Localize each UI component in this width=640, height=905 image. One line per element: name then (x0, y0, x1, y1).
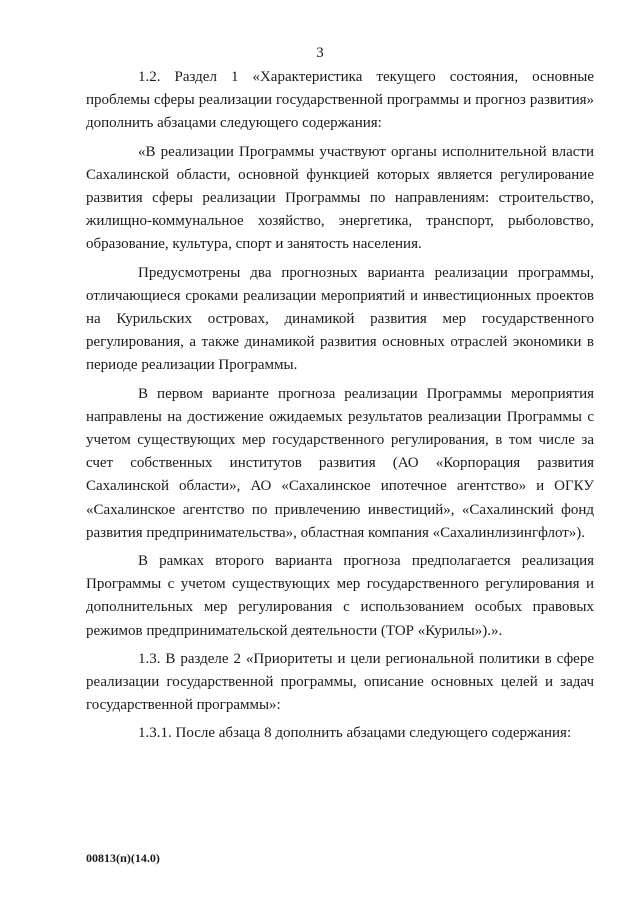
paragraph-first-variant: В первом варианте прогноза реализации Программы мероприятия направлены на достижение ожидаемых результатов реализации Программы с учетом существующих мер государственного регулирования, в том числе за счет собственных институтов развития (АО «Корпорация развития Сахалинской области», АО «Сахалинское ипотечное агентство» и ОГКУ «Сахалинское агентство по привлечению инвестиций», «Сахалинский фонд развития предпринимательства», областная компания «Сахалинлизингфлот»). (86, 385, 594, 541)
page-number: 3 (316, 45, 324, 61)
document-body (86, 66, 594, 746)
paragraph-section-1-2: 1.2. Раздел 1 «Характеристика текущего состояния, основные проблемы сферы реализации государственной программы и прогноз развития» дополнить абзацами следующего содержания: (86, 69, 594, 132)
paragraph-participants: «В реализации Программы участвуют органы исполнительной власти Сахалинской области, основной функцией которых является регулирование развития сферы реализации Программы по направлениям: строительство, жилищно-коммунальное хозяйство, энергетика, транспорт, рыболовство, образование, культура, спорт и занятость населения. (86, 143, 594, 253)
paragraph-section-1-3: 1.3. В разделе 2 «Приоритеты и цели региональной политики в сфере реализации государственной программы, описание основных целей и задач государственной программы»: (86, 650, 594, 714)
document-code: 00813(п)(14.0) (86, 851, 160, 865)
paragraph-second-variant: В рамках второго варианта прогноза предполагается реализация Программы с учетом существующих мер государственного регулирования и дополнительных мер регулирования с использованием особых правовых режимов предпринимательской деятельности (ТОР «Курилы»).». (86, 553, 594, 639)
paragraph-forecast-variants: Предусмотрены два прогнозных варианта реализации программы, отличающиеся сроками реализации мероприятий и инвестиционных проектов на Курильских островах, динамикой развития мер государственного регулирования, а также динамикой развития основных отраслей экономики в периоде реализации Программы. (86, 264, 594, 374)
paragraph-section-1-3-1: 1.3.1. После абзаца 8 дополнить абзацами следующего содержания: (138, 725, 572, 742)
